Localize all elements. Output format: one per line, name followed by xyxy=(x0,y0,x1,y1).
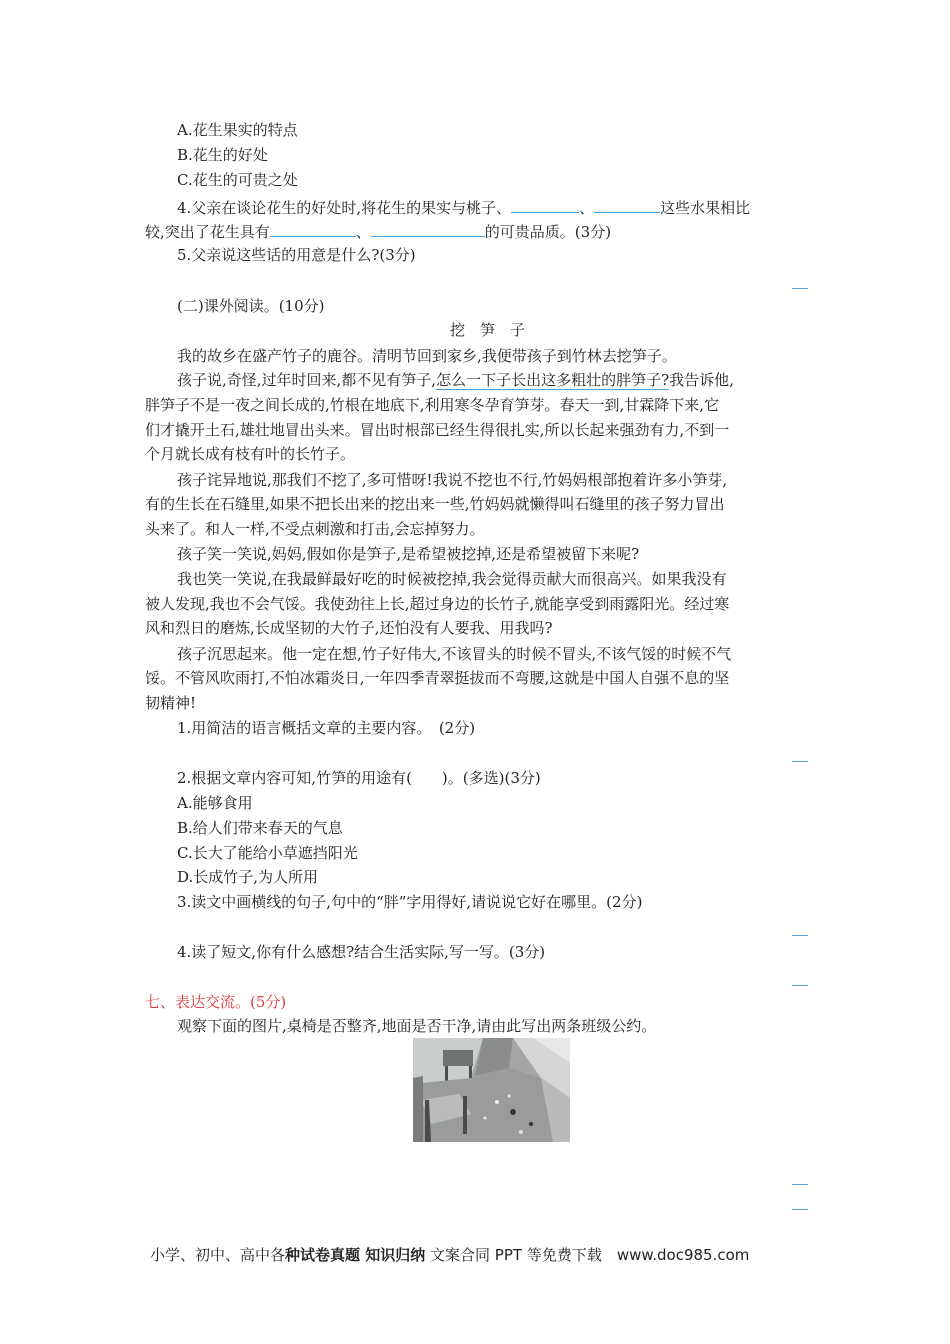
answer-line[interactable] xyxy=(792,1209,808,1210)
paragraph-4: 孩子笑一笑说,妈妈,假如你是笋子,是希望被挖掉,还是希望被留下来呢? xyxy=(177,545,640,563)
paragraph-6-line-2: 馁。不管风吹雨打,不怕冰霜炎日,一年四季青翠挺拔而不弯腰,这就是中国人自强不息的坚 xyxy=(145,669,730,687)
q2-option-b: B.给人们带来春天的气息 xyxy=(177,819,343,837)
option-b: B.花生的好处 xyxy=(177,146,268,164)
reading-question-4: 4.读了短文,你有什么感想?结合生活实际,写一写。(3分) xyxy=(177,943,546,961)
reading-question-2: 2.根据文章内容可知,竹笋的用途有( )。(多选)(3分) xyxy=(177,769,541,787)
answer-blank[interactable] xyxy=(511,196,579,213)
question-4-text-c: 较,突出了花生具有 xyxy=(145,223,270,241)
question-4-text-d: 、 xyxy=(355,223,371,241)
footer-text-bold: 知识归纳 xyxy=(360,1246,426,1264)
paragraph-2-line-1 xyxy=(177,370,734,390)
section-7-heading: 七、表达交流。(5分) xyxy=(145,993,287,1011)
option-a: A.花生果实的特点 xyxy=(177,121,298,139)
classroom-illustration xyxy=(413,1038,570,1142)
paragraph-3-line-2: 有的生长在石缝里,如果不把长出来的挖出来一些,竹妈妈就懒得叫石缝里的孩子努力冒出 xyxy=(145,495,725,513)
question-4-sep: 、 xyxy=(579,199,595,217)
paragraph-2-line-2: 胖笋子不是一夜之间长成的,竹根在地底下,利用寒冬孕育笋芽。春天一到,甘霖降下来,它 xyxy=(145,396,720,414)
q2-option-c: C.长大了能给小草遮挡阳光 xyxy=(177,844,358,862)
paragraph-text: 我告诉他, xyxy=(669,371,734,389)
answer-line[interactable] xyxy=(792,935,808,936)
question-4-text-b: 这些水果相比 xyxy=(660,199,751,217)
answer-blank[interactable] xyxy=(270,220,356,237)
q2-option-a: A.能够食用 xyxy=(177,794,253,812)
answer-blank[interactable] xyxy=(594,196,660,213)
paragraph-5-line-3: 风和烈日的磨炼,长成坚韧的大竹子,还怕没有人要我、用我吗? xyxy=(145,619,553,637)
footer-text: 小学、初中、高中各 xyxy=(150,1246,286,1264)
reading-question-1: 1.用简洁的语言概括文章的主要内容。 (2分) xyxy=(177,719,476,737)
underlined-sentence: 怎么一下子长出这多粗壮的胖笋子? xyxy=(436,371,670,389)
classroom-photo xyxy=(413,1038,570,1142)
footer-banner xyxy=(150,1244,749,1265)
question-4-text-e: 的可贵品质。(3分) xyxy=(484,223,612,241)
question-4-line-1 xyxy=(177,196,750,218)
answer-line[interactable] xyxy=(792,288,808,289)
option-c: C.花生的可贵之处 xyxy=(177,171,298,189)
paragraph-2-line-3: 们才撬开土石,雄壮地冒出头来。冒出时根部已经生得很扎实,所以长起来强劲有力,不到一 xyxy=(145,421,730,439)
paragraph-6-line-1: 孩子沉思起来。他一定在想,竹子好伟大,不该冒头的时候不冒头,不该气馁的时候不气 xyxy=(177,645,732,663)
footer-text-bold: 种试卷真题 xyxy=(285,1246,361,1264)
question-5: 5.父亲说这些话的用意是什么?(3分) xyxy=(177,246,416,264)
answer-line[interactable] xyxy=(792,985,808,986)
paragraph-3-line-3: 头来了。和人一样,不受点刺激和打击,会忘掉努力。 xyxy=(145,520,485,538)
article-title: 挖 笋 子 xyxy=(450,321,526,339)
paragraph-5-line-1: 我也笑一笑说,在我最鲜最好吃的时候被挖掉,我会觉得贡献大而很高兴。如果我没有 xyxy=(177,570,727,588)
question-4-line-2 xyxy=(145,220,611,242)
q2-option-d: D.长成竹子,为人所用 xyxy=(177,868,319,886)
footer-text: 文案合同 PPT 等免费下载 www.doc985.com xyxy=(425,1246,750,1264)
paragraph-2-line-4: 个月就长成有枝有叶的长竹子。 xyxy=(145,445,356,463)
answer-line[interactable] xyxy=(792,1184,808,1185)
reading-heading: (二)课外阅读。(10分) xyxy=(177,297,325,315)
reading-question-3: 3.读文中画横线的句子,句中的“胖”字用得好,请说说它好在哪里。(2分) xyxy=(177,893,643,911)
section-7-prompt: 观察下面的图片,桌椅是否整齐,地面是否干净,请由此写出两条班级公约。 xyxy=(177,1017,657,1035)
paragraph-3-line-1: 孩子诧异地说,那我们不挖了,多可惜呀!我说不挖也不行,竹妈妈根部抱着许多小笋芽, xyxy=(177,471,728,489)
answer-blank[interactable] xyxy=(371,220,485,237)
answer-line[interactable] xyxy=(792,761,808,762)
paragraph-5-line-2: 被人发现,我也不会气馁。我使劲往上长,超过身边的长竹子,就能享受到雨露阳光。经过寒 xyxy=(145,595,730,613)
paragraph-6-line-3: 韧精神! xyxy=(145,694,197,712)
question-4-text-a: 4.父亲在谈论花生的好处时,将花生的果实与桃子、 xyxy=(177,199,512,217)
paragraph-text: 孩子说,奇怪,过年时回来,都不见有笋子, xyxy=(177,371,437,389)
paragraph-1: 我的故乡在盛产竹子的鹿谷。清明节回到家乡,我便带孩子到竹林去挖笋子。 xyxy=(177,347,677,365)
